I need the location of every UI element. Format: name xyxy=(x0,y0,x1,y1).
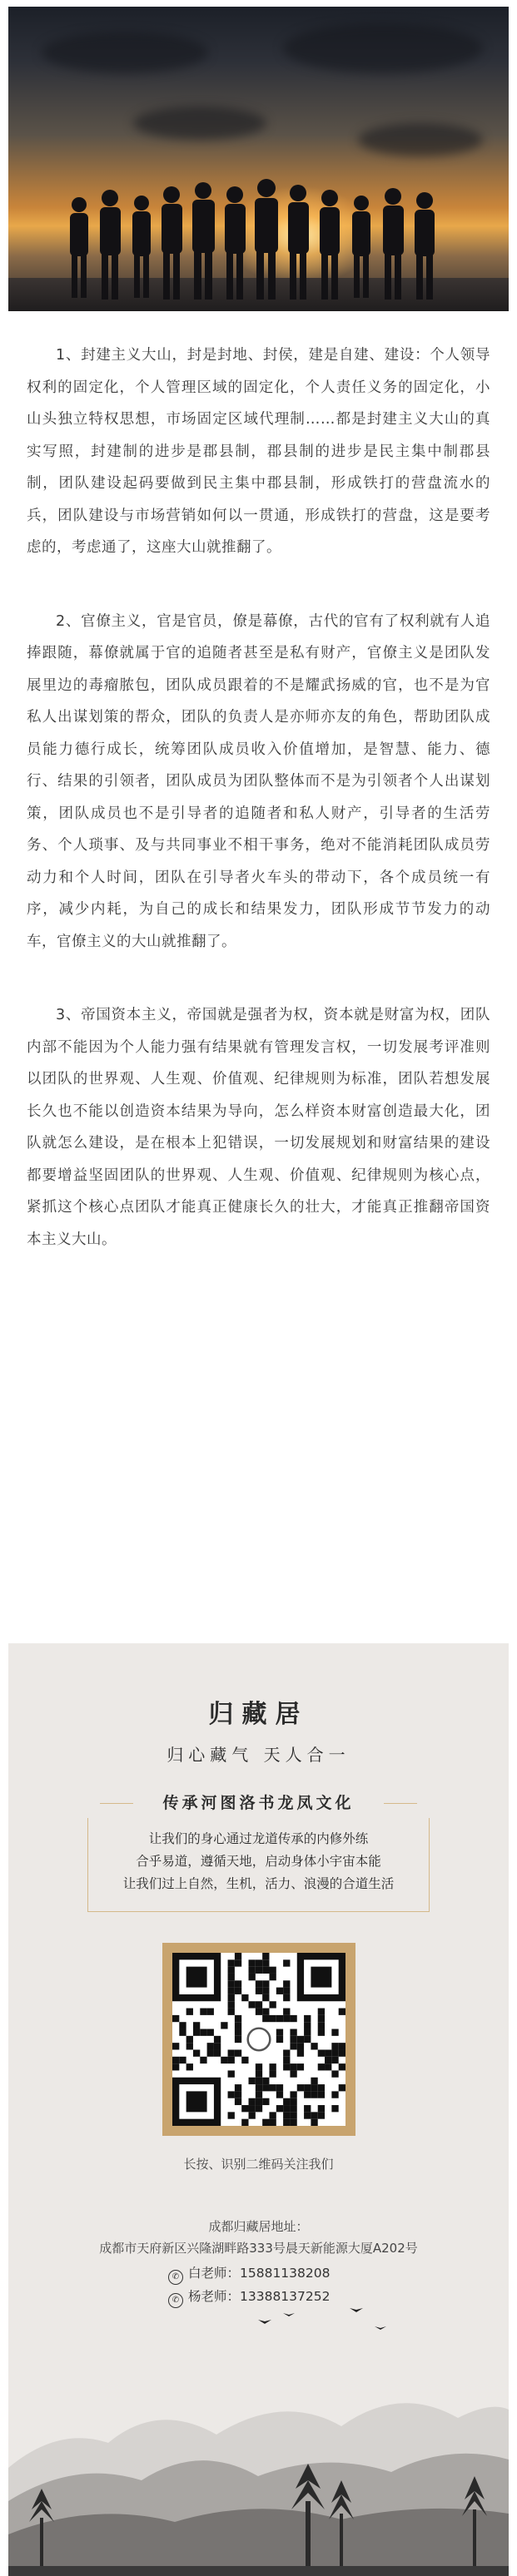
description xyxy=(8,1828,509,1895)
brand-slogan: 归心藏气 天人合一 xyxy=(167,1745,350,1765)
description-line: 让我们的身心通过龙道传承的内修外练 xyxy=(148,1831,369,1846)
culture-title: 传承河图洛书龙凤文化 xyxy=(133,1790,384,1816)
person-silhouette xyxy=(132,196,151,298)
person-silhouette xyxy=(162,186,182,300)
phone-icon: ✆ xyxy=(168,2270,183,2285)
person-silhouette xyxy=(352,196,370,298)
person-silhouette xyxy=(415,192,435,300)
footer-card xyxy=(8,1643,509,2576)
foreground-ground xyxy=(8,2566,509,2576)
paragraph-bureaucracy: 2、官僚主义，官是官员，僚是幕僚，古代的官有了权利就有人追捧跟随，幕僚就属于官的追随者甚至是私有财产，官僚主义是团队发展里边的毒瘤脓包，团队成员跟着的不是耀武扬威的官，也不是为官私人出谋划策的帮众，团队的负责人是亦师亦友的角色，帮助团队成员能力德行成长，统筹团队成员收入价值增加，是智慧、能力、德行、结果的引领者，团队成员为团队整体而不是为引领者个人出谋划策，团队成员也不是引导者的追随者和私人财产，引导者的生活劳务、个人琐事、及与共同事业不相干事务，绝对不能消耗团队成员劳动力和个人时间，团队在引导者火车头的带动下，各个成员统一有序，减少内耗，为自己的成长和结果发力，团队形成节节发力的动车，官僚主义的大山就推翻了。 xyxy=(27,612,490,950)
address-title: 成都归藏居地址： xyxy=(208,2219,309,2234)
qr-code[interactable] xyxy=(172,1953,345,2126)
phone-text: 杨老师：13388137252 xyxy=(188,2289,331,2304)
ink-landscape xyxy=(8,2301,509,2576)
article-body xyxy=(27,339,490,1297)
qr-code-pattern xyxy=(172,1953,345,2126)
person-silhouette xyxy=(255,179,278,300)
paragraph-imperial-capitalism: 3、帝国资本主义，帝国就是强者为权，资本就是财富为权，团队内部不能因为个人能力强有结果就有管理发言权，一切发展考评准则以团队的世界观、人生观、价值观、纪律规则为标准，团队若想发展长久也不能以创造资本结果为导向，怎么样资本财富创造最大化，团队就怎么建设，是在根本上犯错误，一切发展规划和财富结果的建设都要增益坚固团队的世界观、人生观、价值观、纪律规则为核心点，紧抓这个核心点团队才能真正健康长久的壮大，才能真正推翻帝国资本主义大山。 xyxy=(27,1007,490,1248)
person-silhouette xyxy=(320,190,340,300)
near-mountains xyxy=(8,2509,509,2576)
address: 成都市天府新区兴隆湖畔路333号晨天新能源大厦A202号 xyxy=(99,2241,418,2256)
qr-code-frame xyxy=(162,1943,355,2136)
person-silhouette xyxy=(288,185,309,300)
paragraph-feudalism: 1、封建主义大山，封是封地、封侯，建是自建、建设：个人领导权利的固定化，个人管理区域的固定化，个人责任义务的固定化，小山头独立特权思想，市场固定区域代理制……都是封建主义大山的真实写照，封建制的进步是郡县制，郡县制的进步是民主集中制郡县制，团队建设起码要做到民主集中郡县制，形成铁打的营盘流水的兵，团队建设与市场营销如何以一贯通，形成铁打的营盘，这是要考虑的，考虑通了，这座大山就推翻了。 xyxy=(27,347,490,556)
brand-name: 归藏居 xyxy=(208,1700,309,1729)
phone-icon: ✆ xyxy=(168,2293,183,2308)
description-line: 合乎易道，遵循天地，启动身体小宇宙本能 xyxy=(136,1854,381,1869)
birds xyxy=(258,2308,386,2330)
phone-text: 白老师：15881138208 xyxy=(188,2266,331,2281)
person-silhouette xyxy=(70,197,88,298)
description-line: 让我们过上自然，生机，活力、浪漫的合道生活 xyxy=(122,1876,395,1891)
silhouettes xyxy=(8,7,509,311)
person-silhouette xyxy=(225,186,246,300)
person-silhouette xyxy=(383,188,404,300)
person-silhouette xyxy=(192,182,215,300)
phone-contact[interactable] xyxy=(168,2263,330,2285)
header-photo xyxy=(8,7,509,311)
person-silhouette xyxy=(100,190,121,300)
qr-caption: 长按、识别二维码关注我们 xyxy=(183,2157,334,2172)
